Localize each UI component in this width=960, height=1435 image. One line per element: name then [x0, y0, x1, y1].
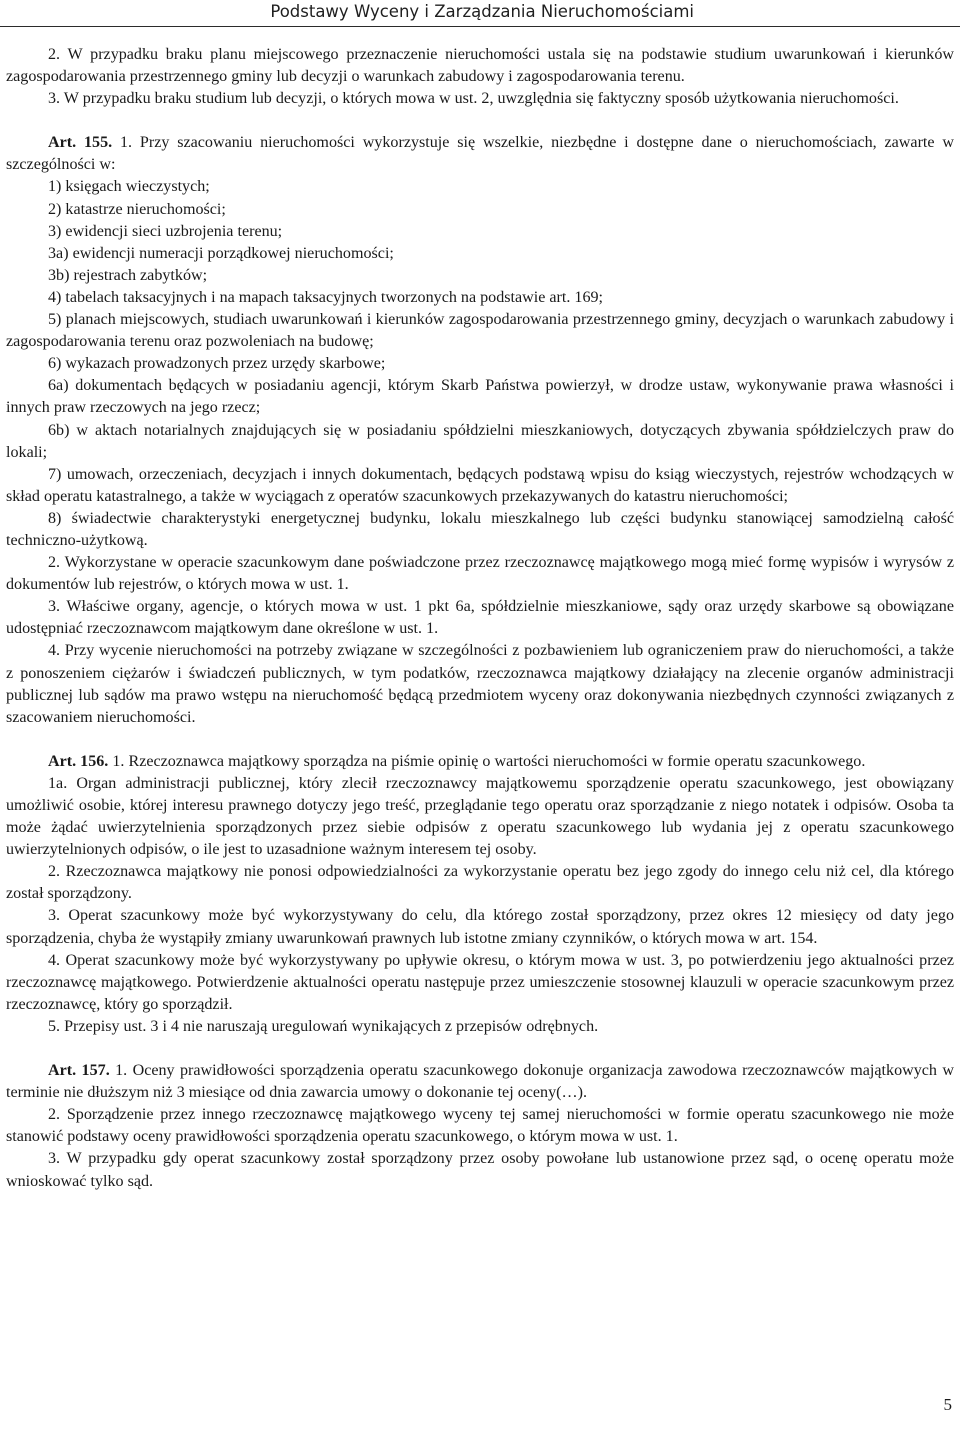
paragraph: 1a. Organ administracji publicznej, który zlecił rzeczoznawcy majątkowemu sporządzenie operatu szacunkowego, jest obowiązany umożliwić osobie, której interesu prawnego dotyczy jego treść, przeglądanie tego operatu oraz sporządzanie z niego notatek i odpisów. Osoba ta może żądać uwierzytelnienia sporządzonych przez siebie odpisów z operatu szacunkowego lub wydania jej z operatu szacunkowego uwierzytelnionych odpisów, o ile jest to uzasadnione ważnym interesem tej osoby. — [6, 774, 954, 859]
list-item: 6) wykazach prowadzonych przez urzędy skarbowe; — [48, 355, 386, 373]
list-item: 3) ewidencji sieci uzbrojenia terenu; — [48, 222, 283, 240]
paragraph: 4. Operat szacunkowy może być wykorzystywany po upływie okresu, o którym mowa w ust. 3, po potwierdzeniu jego aktualności przez rzeczoznawcę majątkowego. Potwierdzenie aktualności operatu następuje przez umieszczenie stosownej klauzuli w operacie szacunkowym przez rzeczoznawcę, który go sporządził. — [6, 951, 954, 1013]
article-number: Art. 155. — [48, 134, 113, 152]
paragraph: 2. Sporządzenie przez innego rzeczoznawcę majątkowego wyceny tej samej nieruchomości w formie operatu szacunkowego nie może stanowić podstawy oceny prawidłowości sporządzenia operatu szacunkowego, o którym mowa w ust. 1. — [6, 1106, 954, 1146]
document-body — [6, 44, 954, 1193]
paragraph-text: 1. Oceny prawidłowości sporządzenia operatu szacunkowego dokonuje organizacja zawodowa rzeczoznawców majątkowych w terminie nie dłuższym niż 3 miesiące od dnia zawarcia umowy o dokonanie tej oceny(…). — [6, 1062, 954, 1102]
paragraph: 5. Przepisy ust. 3 i 4 nie naruszają uregulowań wynikających z przepisów odrębnych. — [48, 1017, 599, 1035]
paragraph: 3. W przypadku gdy operat szacunkowy został sporządzony przez osoby powołane lub ustanowione przez sąd, o ocenę operatu może wnioskować tylko sąd. — [6, 1150, 954, 1190]
list-item: 3b) rejestrach zabytków; — [48, 266, 208, 284]
article-157-paragraph — [6, 1060, 954, 1104]
list-item: 7) umowach, orzeczeniach, decyzjach i innych dokumentach, będących podstawą wpisu do ksiąg wieczystych, rejestrów wchodzących w skład operatu katastralnego, a także w wyciągach z operatów szacunkowych przekazywanych do katastru nieruchomości; — [6, 465, 954, 505]
paragraph: 2. Rzeczoznawca majątkowy nie ponosi odpowiedzialności za wykorzystanie operatu bez jego zgody do innego celu niż cel, dla którego został sporządzony. — [6, 863, 954, 903]
list-item: 4) tabelach taksacyjnych i na mapach taksacyjnych tworzonych na podstawie art. 169; — [48, 288, 604, 306]
paragraph: 4. Przy wycenie nieruchomości na potrzeby związane w szczególności z pozbawieniem lub ograniczeniem praw do nieruchomości, a także z ponoszeniem ciężarów i świadczeń publicznych, w tym podatków, rzeczoznawca majątkowy działający na zlecenie organów administracji publicznej lub sądów ma prawo wstępu na nieruchomość będącą przedmiotem wyceny oraz dokonywania niezbędnych czynności związanych z szacowaniem nieruchomości. — [6, 642, 954, 726]
list-item: 6b) w aktach notarialnych znajdujących się w posiadaniu spółdzielni mieszkaniowych, dotyczących zbywania spółdzielczych praw do lokali; — [6, 421, 954, 461]
header-title: Podstawy Wyceny i Zarządzania Nieruchomościami — [270, 2, 694, 21]
paragraph: 3. Operat szacunkowy może być wykorzystywany do celu, dla którego został sporządzony, przez okres 12 miesięcy od daty jego sporządzenia, chyba że wystąpiły zmiany uwarunkowań prawnych lub istotne zmiany czynników, o których mowa w art. 154. — [6, 907, 954, 947]
list-item: 8) świadectwie charakterystyki energetycznej budynku, lokalu mieszkalnego lub części budynku stanowiącej samodzielną całość techniczno-użytkową. — [6, 509, 954, 549]
article-156-paragraph — [6, 751, 954, 773]
paragraph: 3. W przypadku braku studium lub decyzji, o których mowa w ust. 2, uwzględnia się faktyczny sposób użytkowania nieruchomości. — [48, 90, 899, 108]
list-item: 2) katastrze nieruchomości; — [48, 200, 226, 218]
paragraph: 3. Właściwe organy, agencje, o których mowa w ust. 1 pkt 6a, spółdzielnie mieszkaniowe, sądy oraz urzędy skarbowe są obowiązane udostępniać rzeczoznawcom majątkowym dane określone w ust. 1. — [6, 598, 954, 638]
paragraph-text: 1. Przy szacowaniu nieruchomości wykorzystuje się wszelkie, niezbędne i dostępne dane o nieruchomościach, zawarte w szczególności w: — [6, 134, 954, 174]
list-item: 6a) dokumentach będących w posiadaniu agencji, którym Skarb Państwa powierzył, w drodze ustaw, wykonywanie prawa własności i innych praw rzeczowych na jego rzecz; — [6, 377, 954, 417]
article-155-paragraph — [6, 132, 954, 176]
paragraph: 2. Wykorzystane w operacie szacunkowym dane poświadczone przez rzeczoznawcę majątkowego mogą mieć formę wypisów i wyrysów z dokumentów lub rejestrów, o których mowa w ust. 1. — [6, 554, 954, 594]
page-number: 5 — [943, 1395, 952, 1414]
paragraph-text: 1. Rzeczoznawca majątkowy sporządza na piśmie opinię o wartości nieruchomości w formie operatu szacunkowego. — [112, 752, 866, 770]
list-item: 5) planach miejscowych, studiach uwarunkowań i kierunków zagospodarowania przestrzennego gminy, decyzjach o warunkach zabudowy i zagospodarowania terenu oraz pozwoleniach na budowę; — [6, 311, 954, 351]
running-header — [0, 0, 960, 27]
list-item: 1) księgach wieczystych; — [48, 178, 210, 196]
paragraph: 2. W przypadku braku planu miejscowego przeznaczenie nieruchomości ustala się na podstawie studium uwarunkowań i kierunków zagospodarowania przestrzennego gminy lub decyzji o warunkach zabudowy i zagospodarowania terenu. — [6, 46, 954, 86]
article-number: Art. 157. — [48, 1062, 110, 1080]
list-item: 3a) ewidencji numeracji porządkowej nieruchomości; — [48, 244, 394, 262]
article-number: Art. 156. — [48, 752, 109, 770]
